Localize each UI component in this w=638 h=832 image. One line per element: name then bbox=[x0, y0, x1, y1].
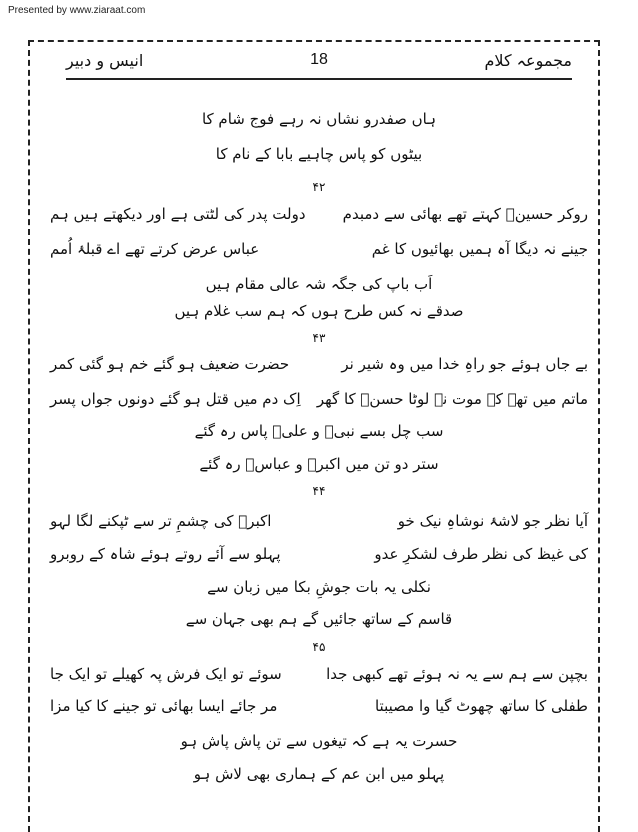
verse-hemistich-right: ماتم میں تھے کہ موت نے لوٹا حسنؑ کا گھر bbox=[316, 390, 588, 408]
verse-hemistich-left: حضرت ضعیف ہو گئے خم ہو گئی کمر bbox=[50, 355, 290, 373]
verse-line-pair bbox=[50, 390, 588, 408]
verse-line-pair bbox=[50, 355, 588, 373]
stanza-number: ۴۲ bbox=[312, 180, 326, 194]
presented-by-label: Presented by www.ziaraat.com bbox=[8, 5, 146, 16]
verse-line: صدقے نہ کس طرح ہوں کہ ہم سب غلام ہیں bbox=[174, 302, 464, 320]
verse-hemistich-right: بچپن سے ہم سے یہ نہ ہوئے تھے کبھی جدا bbox=[326, 665, 588, 683]
verse-line-pair bbox=[50, 665, 588, 683]
stanza-number: ۴۵ bbox=[312, 640, 326, 654]
verse-hemistich-right: روکر حسینؑ کہتے تھے بھائی سے دمبدم bbox=[342, 205, 588, 223]
verse-line: اَب باپ کی جگہ شہ عالی مقام ہیں bbox=[205, 275, 433, 293]
verse-hemistich-right: کی غیظ کی نظر طرف لشکرِ عدو bbox=[374, 545, 588, 563]
verse-line-pair bbox=[50, 240, 588, 258]
verse-line-pair bbox=[50, 545, 588, 563]
verse-hemistich-right: طفلی کا ساتھ چھوٹ گیا وا مصیبتا bbox=[374, 697, 588, 715]
author-names: انیس و دبیر bbox=[66, 51, 144, 70]
verse-hemistich-left: دولت پدر کی لٹتی ہے اور دیکھتے ہیں ہم bbox=[50, 205, 306, 223]
verse-line-pair bbox=[50, 697, 588, 715]
verse-line: ستر دو تن میں اکبرؑ و عباسؑ رہ گئے bbox=[199, 455, 439, 473]
verse-line: نکلی یہ بات جوشِ بکا میں زبان سے bbox=[207, 578, 431, 596]
book-title: مجموعہ کلام bbox=[484, 51, 572, 70]
verse-hemistich-left: پہلو سے آئے روتے ہوئے شاہ کے روبرو bbox=[50, 545, 281, 563]
verse-line-pair bbox=[50, 512, 588, 530]
verse-line: سب چل بسے نبیؐ و علیؑ پاس رہ گئے bbox=[194, 422, 444, 440]
stanza-number: ۴۴ bbox=[312, 484, 326, 498]
verse-line: ہاں صفدرو نشاں نہ رہے فوج شام کا bbox=[201, 110, 437, 128]
verse-line: قاسم کے ساتھ جائیں گے ہم بھی جہان سے bbox=[185, 610, 453, 628]
verse-line: پہلو میں ابن عم کے ہماری بھی لاش ہو bbox=[193, 765, 445, 783]
verse-hemistich-right: جینے نہ دیگا آہ ہمیں بھائیوں کا غم bbox=[371, 240, 588, 258]
verse-line: بیٹوں کو پاس چاہیے بابا کے نام کا bbox=[215, 145, 423, 163]
verse-hemistich-right: آیا نظر جو لاشۂ نوشاہِ نیک خو bbox=[397, 512, 588, 530]
stanza-number: ۴۳ bbox=[312, 331, 326, 345]
verse-line: حسرت یہ ہے کہ تیغوں سے تن پاش پاش ہو bbox=[180, 732, 458, 750]
verse-hemistich-left: اِک دم میں قتل ہو گئے دونوں جواں پسر bbox=[50, 390, 301, 408]
verse-hemistich-left: مر جائے ایسا بھائی تو جینے کا کیا مزا bbox=[50, 697, 278, 715]
verse-hemistich-right: بے جاں ہوئے جو راہِ خدا میں وہ شیر نر bbox=[341, 355, 588, 373]
page-number: 18 bbox=[310, 51, 328, 68]
verse-hemistich-left: عباس عرض کرتے تھے اے قبلۂ اُمم bbox=[50, 240, 260, 258]
verse-line-pair bbox=[50, 205, 588, 223]
header-rule bbox=[66, 78, 572, 80]
verse-hemistich-left: سوئے تو ایک فرش پہ کھیلے تو ایک جا bbox=[50, 665, 282, 683]
verse-hemistich-left: اکبرؑ کی چشمِ تر سے ٹپکنے لگا لہو bbox=[50, 512, 272, 530]
